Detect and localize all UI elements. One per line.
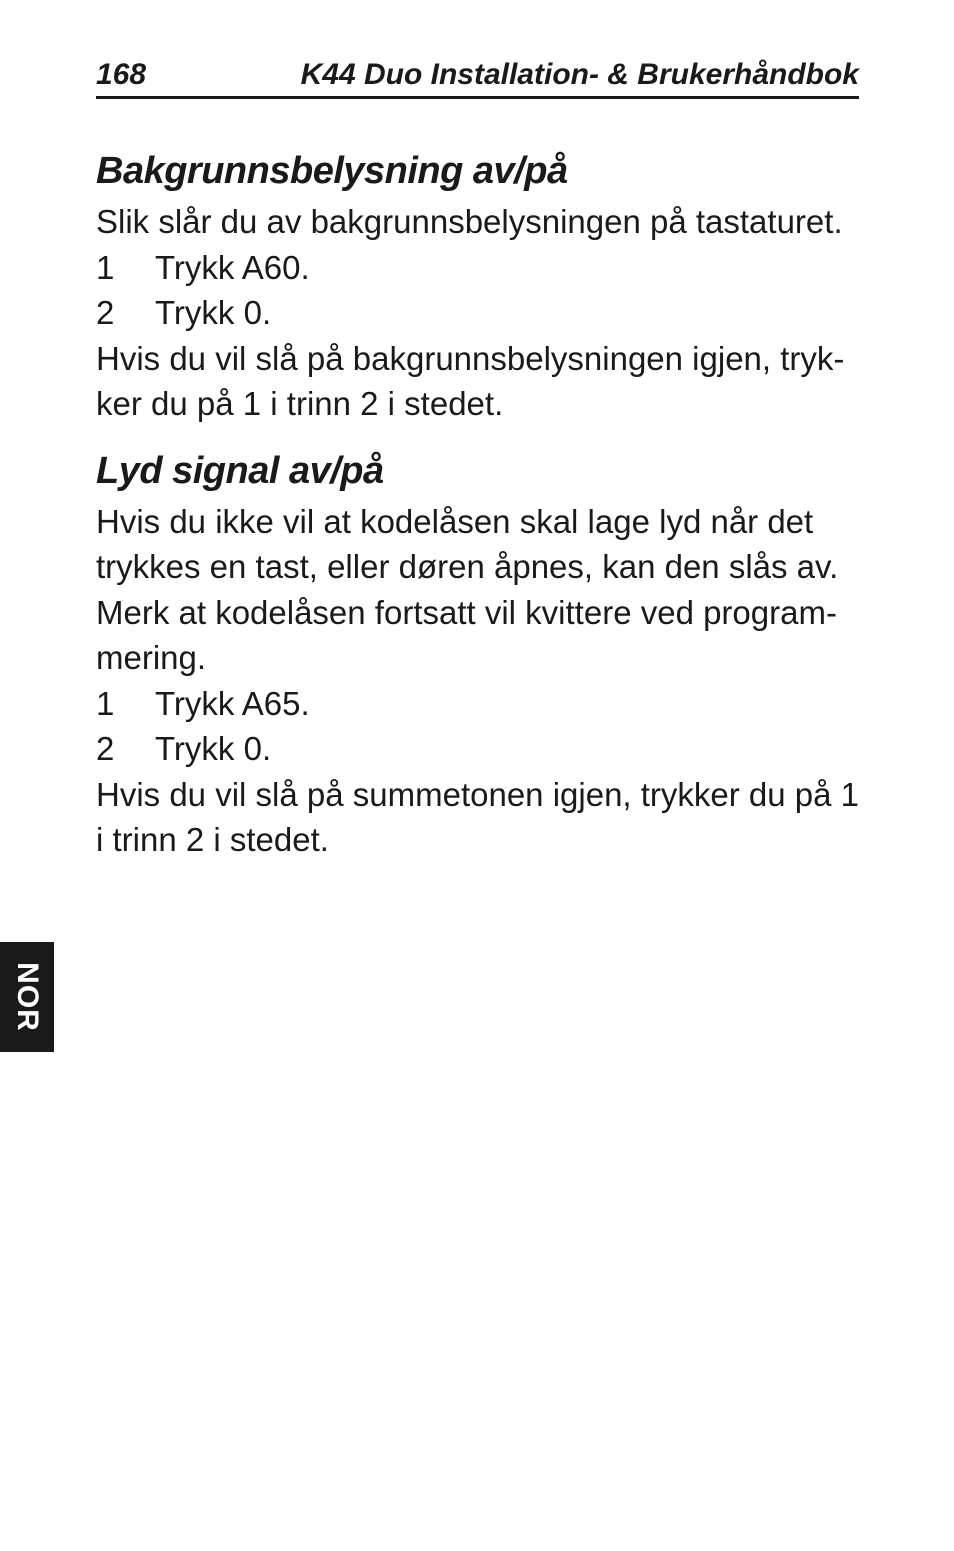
note-line: ker du på 1 i trinn 2 i stedet. [96, 385, 504, 422]
intro-text: Slik slår du av bakgrunnsbelysningen på tastaturet. [96, 203, 843, 240]
intro-line: mering. [96, 639, 207, 676]
step-item [96, 726, 876, 772]
note-line: i trinn 2 i stedet. [96, 821, 329, 858]
section-heading: Bakgrunnsbelysning av/på [96, 150, 568, 192]
running-title: K44 Duo Installation- & Brukerhåndbok [300, 58, 859, 91]
intro-line: Merk at kodelåsen fortsatt vil kvittere ved program- [96, 593, 837, 631]
step-item [96, 290, 876, 336]
page-header [96, 56, 859, 99]
intro-line: Hvis du ikke vil at kodelåsen skal lage lyd når det [96, 502, 814, 540]
section-backlight [96, 143, 876, 427]
step-text: Trykk 0. [155, 730, 272, 767]
intro-line: trykkes en tast, eller døren åpnes, kan den slås av. [96, 548, 839, 585]
step-item [96, 245, 876, 291]
note-line: Hvis du vil slå på summetonen igjen, trykker du på 1 [96, 775, 860, 813]
note-line: Hvis du vil slå på bakgrunnsbelysningen igjen, tryk- [96, 339, 845, 377]
step-number: 1 [96, 248, 115, 286]
step-item [96, 681, 876, 727]
step-text: Trykk 0. [155, 294, 272, 331]
step-text: Trykk A60. [155, 248, 310, 286]
step-number: 2 [96, 730, 115, 767]
language-tab [0, 942, 54, 1052]
step-text: Trykk A65. [155, 684, 310, 722]
step-number: 1 [96, 684, 115, 722]
page-content [96, 143, 876, 863]
step-number: 2 [96, 294, 115, 331]
section-heading: Lyd signal av/på [96, 449, 384, 492]
page-number: 168 [96, 58, 147, 91]
section-sound-signal [96, 443, 876, 863]
language-tab-label: NOR [11, 962, 44, 1032]
